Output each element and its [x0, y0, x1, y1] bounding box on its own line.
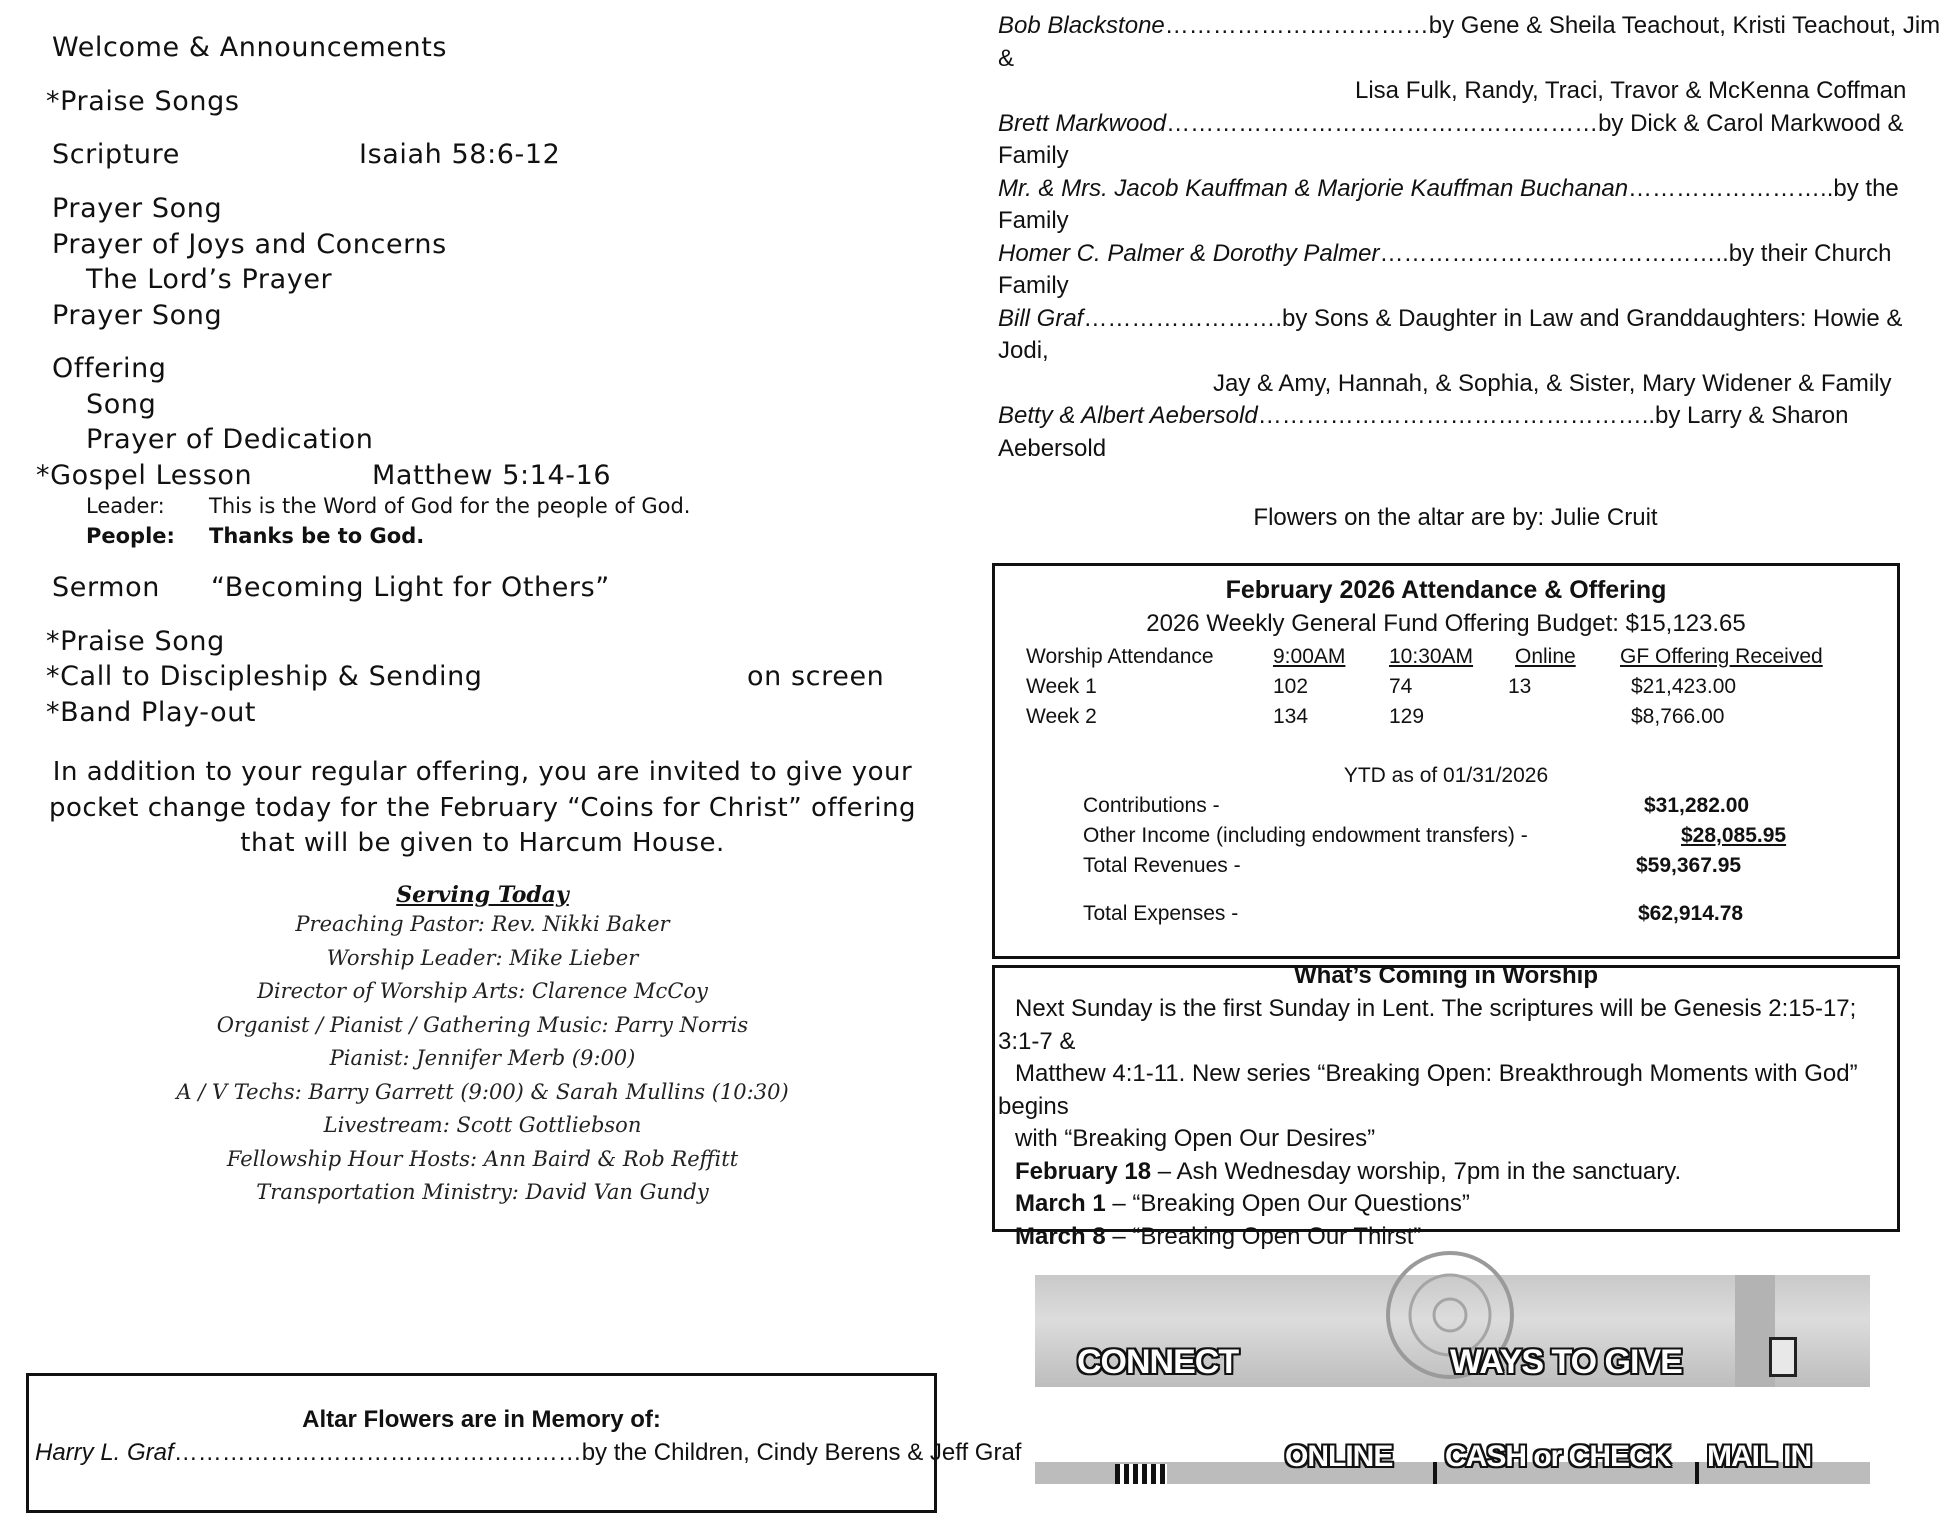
ytd-heading: YTD as of 01/31/2026 [1343, 764, 1549, 787]
people-label: People: [86, 524, 175, 548]
memorial-wrap: Family [998, 207, 1069, 234]
serving-role: Worship Leader: Mike Lieber [326, 945, 639, 970]
sermon-label: Sermon [52, 572, 160, 603]
serving-role: Organist / Pianist / Gathering Music: Parry Norris [216, 1012, 749, 1037]
memorial-wrap: Aebersold [998, 434, 1107, 462]
joys-and-concerns: Prayer of Joys and Concerns [52, 229, 447, 260]
connect-banner [1035, 1275, 1870, 1387]
attendance-header: GF Offering Received [1620, 645, 1823, 668]
offering-budget: 2026 Weekly General Fund Offering Budget: $15,123.65 [1146, 610, 1746, 637]
serving-role: Livestream: Scott Gottliebson [323, 1113, 642, 1137]
total-revenues-label: Total Revenues - [1083, 854, 1241, 877]
gf-offering: $21,423.00 [1631, 675, 1737, 698]
serving-list [160, 908, 805, 1210]
lords-prayer: The Lord’s Prayer [86, 264, 333, 295]
other-income-amount: $28,085.95 [1681, 824, 1787, 847]
coming-line: with “Breaking Open Our Desires” [1015, 1125, 1376, 1152]
event-text: – Ash Wednesday worship, 7pm in the sanctuary. [1151, 1157, 1682, 1185]
coins-note-line: pocket change today for the February “Coins for Christ” offering [48, 792, 917, 823]
contributions-amount: $31,282.00 [1644, 794, 1750, 817]
attendance-9am: 134 [1273, 705, 1309, 728]
coming-title: What’s Coming in Worship [1294, 962, 1598, 989]
total-expenses-label: Total Expenses - [1083, 902, 1239, 925]
attendance-1030am: 129 [1389, 705, 1425, 728]
memorial-wrap: Family [998, 272, 1069, 299]
memorial-donors: by Larry & Sharon [1655, 402, 1849, 429]
memorial-donors: by their Church [1728, 239, 1892, 267]
memorial-name: Mr. & Mrs. Jacob Kauffman & Marjorie Kauffman Buchanan [998, 174, 1629, 202]
prayer-song: Prayer Song [52, 193, 223, 224]
serving-role: Pianist: Jennifer Merb (9:00) [329, 1046, 636, 1070]
coins-note-line: In addition to your regular offering, you are invited to give your [52, 757, 913, 787]
people-text: Thanks be to God. [209, 524, 425, 548]
qr-code-icon [1115, 1464, 1167, 1484]
event-date: February 18 [1015, 1157, 1152, 1185]
memorial-name: Betty & Albert Aebersold [998, 402, 1258, 429]
leader-text: This is the Word of God for the people of God. [209, 494, 691, 518]
call-to-discipleship: *Call to Discipleship & Sending [46, 661, 483, 692]
coming-line: Matthew 4:1-11. New series “Breaking Open: Breakthrough Moments with God” [1015, 1060, 1858, 1087]
attendance-online: 13 [1508, 675, 1532, 698]
online-option: ONLINE [1285, 1440, 1393, 1473]
attendance-header: 10:30AM [1389, 645, 1474, 668]
memorial-list [998, 10, 1940, 465]
praise-song: *Praise Song [46, 626, 225, 657]
memorial-dots: …………………………………………… [173, 1439, 582, 1466]
memorial-donors: by the [1833, 174, 1899, 202]
contributions-label: Contributions - [1083, 794, 1220, 817]
memorial-dots: …………………………… [1164, 12, 1429, 39]
memorial-wrap: Jodi, [998, 337, 1049, 364]
giving-options-banner [1035, 1440, 1870, 1484]
event-text: – “Breaking Open Our Thirst” [1105, 1222, 1422, 1250]
attendance-9am: 102 [1273, 675, 1309, 698]
coming-line: Next Sunday is the first Sunday in Lent. The scriptures will be Genesis 2:15-17; [1015, 995, 1857, 1022]
attendance-title: February 2026 Attendance & Offering [1225, 576, 1667, 604]
coming-line: 3:1-7 & [998, 1027, 1076, 1055]
serving-role: Preaching Pastor: Rev. Nikki Baker [295, 912, 670, 936]
serving-role: A / V Techs: Barry Garrett (9:00) & Sarah Mullins (10:30) [176, 1079, 789, 1104]
gospel-lesson-label: *Gospel Lesson [36, 460, 253, 491]
coming-event [998, 1156, 1913, 1189]
cash-or-check-option: CASH or CHECK [1445, 1440, 1671, 1473]
altar-flowers-title: Altar Flowers are in Memory of: [302, 1406, 661, 1433]
scripture-label: Scripture [52, 139, 180, 170]
memorial-continuation: Lisa Fulk, Randy, Traci, Travor & McKenna Coffman [1355, 77, 1907, 104]
week-label: Week 2 [1026, 705, 1097, 728]
memorial-dots: ……………………. [1083, 304, 1283, 332]
memorial-wrap: Family [998, 142, 1069, 169]
sermon-title: “Becoming Light for Others” [211, 572, 610, 603]
memorial-entry [998, 173, 1913, 206]
option-divider [1695, 1462, 1699, 1484]
prayer-of-dedication: Prayer of Dedication [86, 424, 374, 455]
memorial-entry [998, 10, 1940, 43]
attendance-offering-box [992, 563, 1900, 959]
memorial-donors: by the Children, Cindy Berens & Jeff Graf [581, 1439, 1022, 1466]
event-date: March 1 [1015, 1190, 1106, 1217]
memorial-continuation: Jay & Amy, Hannah, & Sophia, & Sister, Mary Widener & Family [1213, 369, 1892, 397]
memorial-entry [998, 238, 1913, 271]
lantern-icon [1769, 1337, 1797, 1377]
other-income-label: Other Income (including endowment transfers) - [1083, 824, 1528, 847]
memorial-entry [998, 303, 1913, 336]
coming-line: begins [998, 1092, 1069, 1120]
option-divider [1433, 1462, 1437, 1484]
attendance-header: 9:00AM [1273, 645, 1346, 668]
memorial-entry [35, 1437, 1021, 1470]
coming-event [998, 1188, 1913, 1221]
memorial-dots: …………………….. [1628, 174, 1834, 202]
memorial-name: Bill Graf [998, 304, 1084, 332]
altar-flowers-box [26, 1373, 1022, 1513]
memorial-entry [998, 108, 1913, 141]
gf-offering: $8,766.00 [1631, 705, 1725, 728]
total-revenues-amount: $59,367.95 [1636, 854, 1742, 877]
serving-today-title: Serving Today [396, 882, 569, 908]
memorial-name: Homer C. Palmer & Dorothy Palmer [998, 239, 1380, 267]
memorial-wrap: & [998, 44, 1015, 72]
praise-songs: *Praise Songs [46, 86, 240, 117]
prayer-song: Prayer Song [52, 300, 223, 331]
connect-heading: CONNECT [1077, 1343, 1239, 1381]
week-label: Week 1 [1026, 675, 1097, 698]
mail-in-option: MAIL IN [1707, 1440, 1812, 1473]
band-play-out: *Band Play-out [46, 697, 257, 728]
total-expenses-amount: $62,914.78 [1638, 902, 1744, 925]
memorial-dots: ………………………………………….. [1257, 402, 1656, 429]
gospel-reference: Matthew 5:14-16 [372, 460, 612, 491]
memorial-dots: …………………………………….. [1379, 239, 1729, 267]
memorial-name: Harry L. Graf [35, 1439, 174, 1466]
scripture-reference: Isaiah 58:6-12 [359, 139, 561, 170]
on-screen-note: on screen [747, 661, 885, 692]
coming-text [998, 993, 1913, 1253]
event-date: March 8 [1015, 1222, 1106, 1250]
leader-label: Leader: [86, 494, 165, 518]
memorial-donors: by Gene & Sheila Teachout, Kristi Teachout, Jim [1428, 12, 1940, 39]
attendance-1030am: 74 [1389, 675, 1413, 698]
coins-note-line: that will be given to Harcum House. [240, 828, 725, 858]
coins-for-christ-note [20, 755, 945, 862]
serving-role: Transportation Ministry: David Van Gundy [256, 1180, 709, 1204]
flowers-on-altar: Flowers on the altar are by: Julie Cruit [1253, 504, 1658, 531]
memorial-name: Bob Blackstone [998, 12, 1165, 39]
attendance-header: Worship Attendance [1026, 645, 1214, 668]
memorial-name: Brett Markwood [998, 109, 1167, 137]
memorial-donors: by Sons & Daughter in Law and Granddaughters: Howie & [1282, 304, 1903, 332]
offering: Offering [52, 353, 167, 384]
serving-role: Director of Worship Arts: Clarence McCoy [257, 979, 708, 1003]
welcome-announcements: Welcome & Announcements [52, 32, 448, 63]
memorial-dots: ……………………………………………… [1166, 109, 1599, 137]
event-text: – “Breaking Open Our Questions” [1105, 1190, 1470, 1217]
memorial-entry [998, 400, 1913, 433]
offering-song: Song [86, 389, 157, 420]
ways-to-give-heading: WAYS TO GIVE [1450, 1343, 1682, 1381]
attendance-header: Online [1515, 645, 1576, 668]
serving-role: Fellowship Hour Hosts: Ann Baird & Rob Reffitt [226, 1146, 739, 1171]
memorial-donors: by Dick & Carol Markwood & [1598, 109, 1904, 137]
serving-today [160, 882, 805, 1210]
